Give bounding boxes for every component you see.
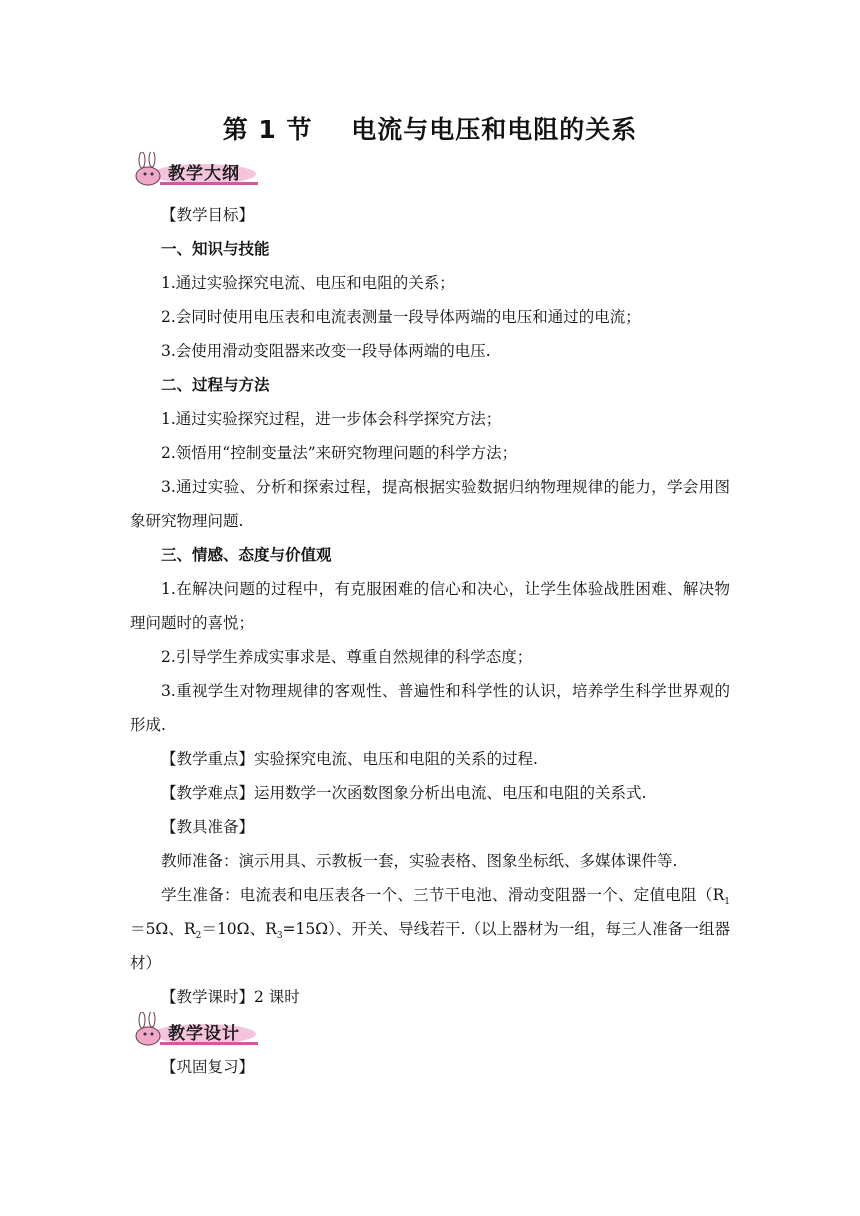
difficult-point: 【教学难点】运用数学一次函数图象分析出电流、电压和电阻的关系式.	[161, 784, 647, 802]
page-title: 第 1 节 电流与电压和电阻的关系	[222, 115, 638, 144]
emotion-item-3: 3.重视学生对物理规律的客观性、普遍性和科学性的认识，培养学生科学世界观的形成.	[130, 682, 730, 734]
review-heading: 【巩固复习】	[161, 1058, 255, 1076]
emotion-heading: 三、情感、态度与价值观	[161, 546, 332, 564]
process-heading: 二、过程与方法	[161, 376, 270, 394]
equipment-heading: 【教具准备】	[161, 818, 255, 836]
process-item-2: 2.领悟用“控制变量法”来研究物理问题的科学方法；	[161, 444, 518, 462]
knowledge-item-2: 2.会同时使用电压表和电流表测量一段导体两端的电压和通过的电流；	[161, 308, 641, 326]
process-item-3: 3.通过实验、分析和探索过程，提高根据实验数据归纳物理规律的能力，学会用图象研究物理问题.	[130, 478, 730, 530]
section-banner-outline	[130, 152, 258, 188]
teacher-prep: 教师准备：演示用具、示教板一套，实验表格、图象坐标纸、多媒体课件等.	[161, 852, 678, 870]
knowledge-item-3: 3.会使用滑动变阻器来改变一段导体两端的电压.	[161, 342, 491, 360]
emotion-item-2: 2.引导学生养成实事求是、尊重自然规律的科学态度；	[161, 648, 533, 666]
outline-content	[130, 198, 730, 1014]
process-item-1: 1.通过实验探究过程，进一步体会科学探究方法；	[161, 410, 502, 428]
key-point: 【教学重点】实验探究电流、电压和电阻的关系的过程.	[161, 750, 538, 768]
knowledge-item-1: 1.通过实验探究电流、电压和电阻的关系；	[161, 274, 455, 292]
banner-label: 教学大纲	[168, 164, 240, 184]
lesson-hours: 【教学课时】2 课时	[161, 988, 300, 1006]
student-prep: 学生准备：电流表和电压表各一个、三节干电池、滑动变阻器一个、定值电阻（$R_1=5\Omega$、$R_2=10\Omega$、$R_3=15\Omega$）、开关、导线若干.（以上器材为一组，每三人准备一组器材）	[130, 886, 730, 972]
banner-label: 教学设计	[168, 1024, 240, 1044]
section-banner-design	[130, 1012, 258, 1048]
knowledge-heading: 一、知识与技能	[161, 240, 270, 258]
design-content	[130, 1050, 730, 1084]
objectives-heading: 【教学目标】	[161, 206, 255, 224]
emotion-item-1: 1.在解决问题的过程中，有克服困难的信心和决心，让学生体验战胜困难、解决物理问题时的喜悦；	[130, 580, 730, 632]
